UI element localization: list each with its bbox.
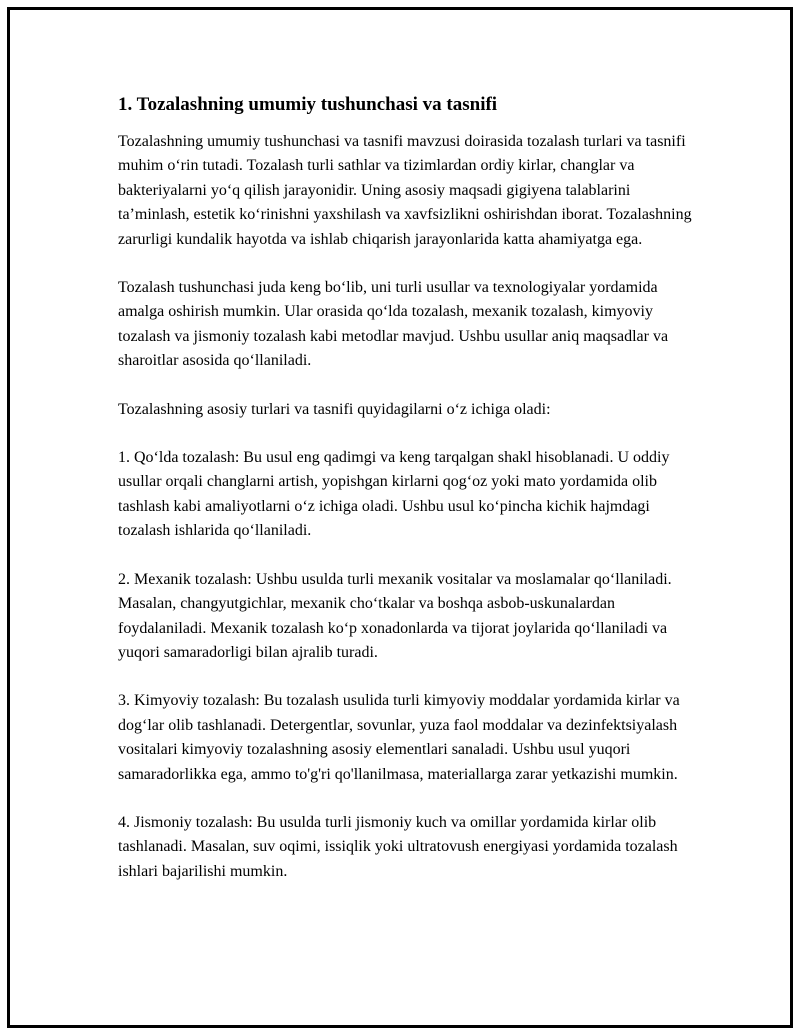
paragraph-intro: Tozalashning umumiy tushunchasi va tasnifi mavzusi doirasida tozalash turlari va tasnifi muhim oʻrin tutadi. Tozalash turli sathlar va tizimlardan ordiy kirlar, changlar va bakteriyalarni yoʻq qilish jarayonidir. Uning asosiy maqsadi gigiyena talablarini taʼminlash, estetik koʻrinishni yaxshilash va xavfsizlikni oshirishdan iborat. Tozalashning zarurligi kundalik hayotda va ishlab chiqarish jarayonlarida katta ahamiyatga ega. bbox=[118, 133, 692, 248]
paragraph-physical-cleaning: 4. Jismoniy tozalash: Bu usulda turli jismoniy kuch va omillar yordamida kirlar olib tashlanadi. Masalan, suv oqimi, issiqlik yoki ultratovush energiyasi yordamida tozalash ishlari bajarilishi mumkin. bbox=[118, 813, 678, 880]
paragraph-concept: Tozalash tushunchasi juda keng boʻlib, uni turli usullar va texnologiyalar yordamida amalga oshirish mumkin. Ular orasida qoʻlda tozalash, mexanik tozalash, kimyoviy tozalash va jismoniy tozalash kabi metodlar mavjud. Ushbu usullar aniq maqsadlar va sharoitlar asosida qoʻllaniladi. bbox=[118, 279, 669, 370]
paragraph-types-lead: Tozalashning asosiy turlari va tasnifi quyidagilarni oʻz ichiga oladi: bbox=[118, 400, 551, 418]
paragraph-manual-cleaning: 1. Qoʻlda tozalash: Bu usul eng qadimgi va keng tarqalgan shakl hisoblanadi. U oddiy usullar orqali changlarni artish, yopishgan kirlarni qogʻoz yoki mato yordamida olib tashlash kabi amaliyotlarni oʻz ichiga oladi. Ushbu usul koʻpincha kichik hajmdagi tozalash ishlarida qoʻllaniladi. bbox=[118, 449, 670, 540]
paragraph-chemical-cleaning: 3. Kimyoviy tozalash: Bu tozalash usulida turli kimyoviy moddalar yordamida kirlar va dogʻlar olib tashlanadi. Detergentlar, sovunlar, yuza faol moddalar va dezinfektsiyalash vositalari kimyoviy tozalashning asosiy elementlari sanaladi. Ushbu usul yuqori samaradorlikka ega, ammo to'g'ri qo'llanilmasa, materiallarga zarar yetkazishi mumkin. bbox=[118, 692, 680, 783]
section-title: 1. Tozalashning umumiy tushunchasi va tasnifi bbox=[118, 94, 498, 115]
document-body bbox=[118, 92, 698, 908]
paragraph-mechanical-cleaning: 2. Mexanik tozalash: Ushbu usulda turli mexanik vositalar va moslamalar qoʻllaniladi. Masalan, changyutgichlar, mexanik choʻtkalar va boshqa asbob-uskunalardan foydalaniladi. Mexanik tozalash koʻp xonadonlarda va tijorat joylarida qoʻllaniladi va yuqori samaradorligi bilan ajralib turadi. bbox=[118, 570, 672, 661]
